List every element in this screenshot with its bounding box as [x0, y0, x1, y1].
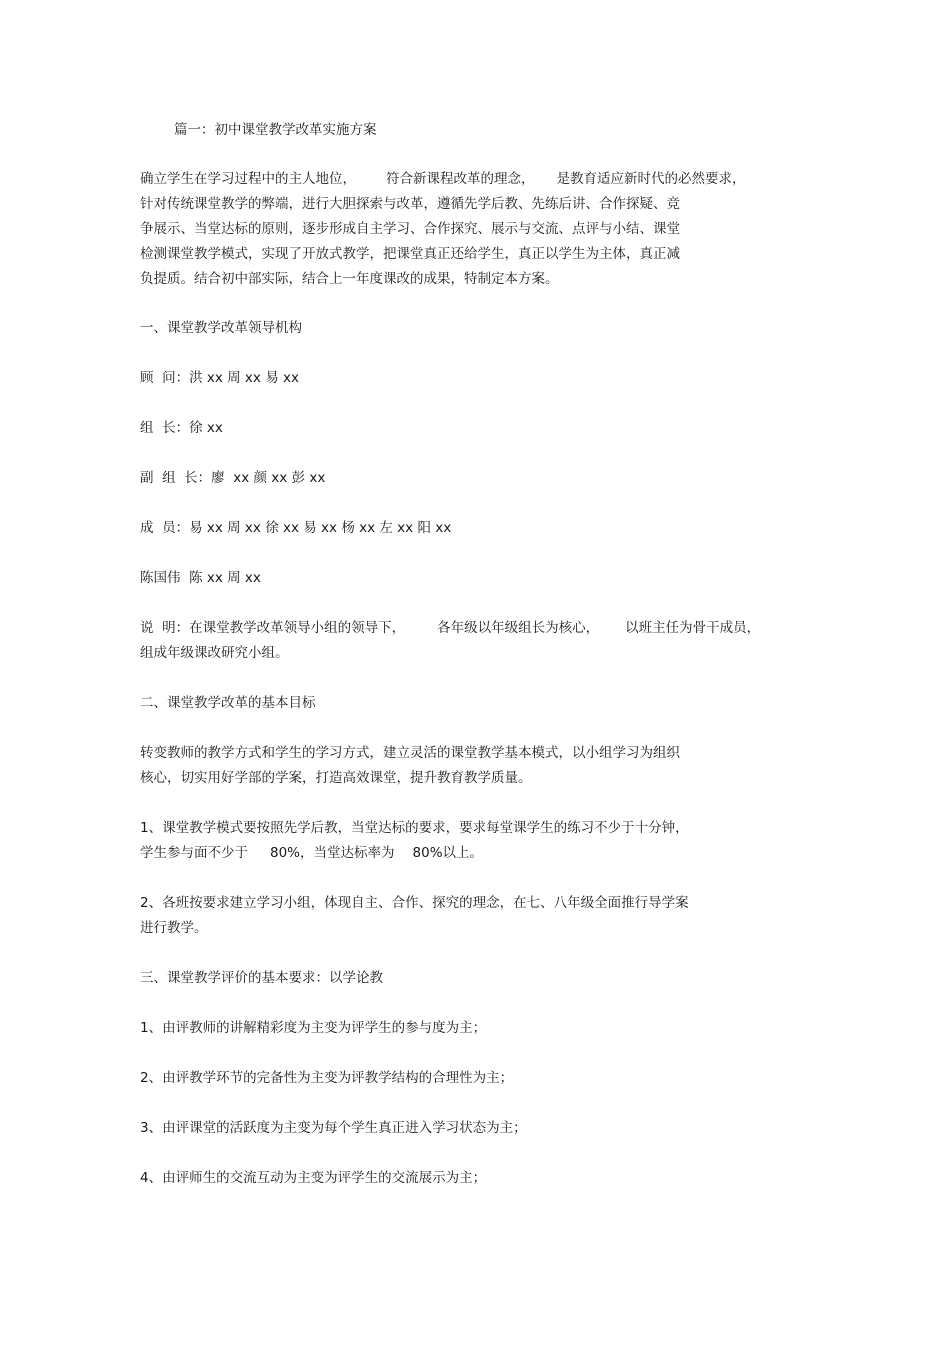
intro-line-2: 针对传统课堂教学的弊端，进行大胆探索与改革，遵循先学后教、先练后讲、合作探疑、竞 — [140, 196, 680, 212]
note-line-2: 组成年级课改研究小组。 — [140, 645, 289, 661]
intro-line-1-part-3: 是教育适应新时代的必然要求， — [556, 171, 746, 187]
adviser-line: 顾 问：洪 xx 周 xx 易 xx — [140, 370, 299, 386]
note-line-1-part-1: 说 明：在课堂教学改革领导小组的领导下， — [140, 620, 406, 636]
intro-line-5: 负提质。结合初中部实际，结合上一年度课改的成果，特制定本方案。 — [140, 271, 559, 287]
intro-line-4: 检测课堂教学模式，实现了开放式教学，把课堂真正还给学生，真正以学生为主体，真正减 — [140, 246, 680, 262]
vice-leader-line: 副 组 长：廖 xx 颜 xx 彭 xx — [140, 470, 326, 486]
intro-line-3: 争展示、当堂达标的原则，逐步形成自主学习、合作探究、展示与交流、点评与小结、课堂 — [140, 221, 680, 237]
leader-line: 组 长：徐 xx — [140, 420, 223, 436]
item-1-part-2: 80%，当堂达标率为 — [270, 845, 395, 861]
section-1-heading: 一、课堂教学改革领导机构 — [140, 320, 302, 336]
intro-line-1-part-1: 确立学生在学习过程中的主人地位， — [140, 171, 356, 187]
section-3-heading: 三、课堂教学评价的基本要求：以学论教 — [140, 970, 383, 986]
intro-line-1 — [140, 169, 746, 189]
section-2-para-line-1: 转变教师的教学方式和学生的学习方式，建立灵活的课堂教学基本模式，以小组学习为组织 — [140, 745, 680, 761]
item-1-part-3: 80%以上。 — [412, 845, 484, 861]
members-line: 成 员：易 xx 周 xx 徐 xx 易 xx 杨 xx 左 xx 阳 xx — [140, 520, 452, 536]
item-1-part-1: 学生参与面不少于 — [140, 845, 248, 861]
note-line-1-part-2: 各年级以年级组长为核心， — [437, 620, 600, 636]
note-line-1 — [140, 618, 760, 638]
section-2-item-2-line-1: 2、各班按要求建立学习小组，体现自主、合作、探究的理念，在七、八年级全面推行导学案 — [140, 895, 689, 911]
section-2-item-2-line-2: 进行教学。 — [140, 920, 208, 936]
section-3-item-4: 4、由评师生的交流互动为主变为评学生的交流展示为主； — [140, 1170, 487, 1186]
members-continued-line: 陈国伟 陈 xx 周 xx — [140, 570, 261, 586]
section-3-item-3: 3、由评课堂的活跃度为主变为每个学生真正进入学习状态为主； — [140, 1120, 527, 1136]
intro-line-1-part-2: 符合新课程改革的理念， — [386, 171, 535, 187]
section-2-item-1-line-1: 1、课堂教学模式要按照先学后教，当堂达标的要求，要求每堂课学生的练习不少于十分钟， — [140, 820, 689, 836]
section-2-para-line-2: 核心，切实用好学部的学案，打造高效课堂，提升教育教学质量。 — [140, 770, 532, 786]
section-3-item-1: 1、由评教师的讲解精彩度为主变为评学生的参与度为主； — [140, 1020, 487, 1036]
section-2-item-1-line-2 — [140, 843, 483, 863]
section-3-item-2: 2、由评教学环节的完备性为主变为评教学结构的合理性为主； — [140, 1070, 514, 1086]
section-2-heading: 二、课堂教学改革的基本目标 — [140, 695, 316, 711]
document-title: 篇一：初中课堂教学改革实施方案 — [174, 122, 377, 138]
note-line-1-part-3: 以班主任为骨干成员， — [625, 620, 761, 636]
